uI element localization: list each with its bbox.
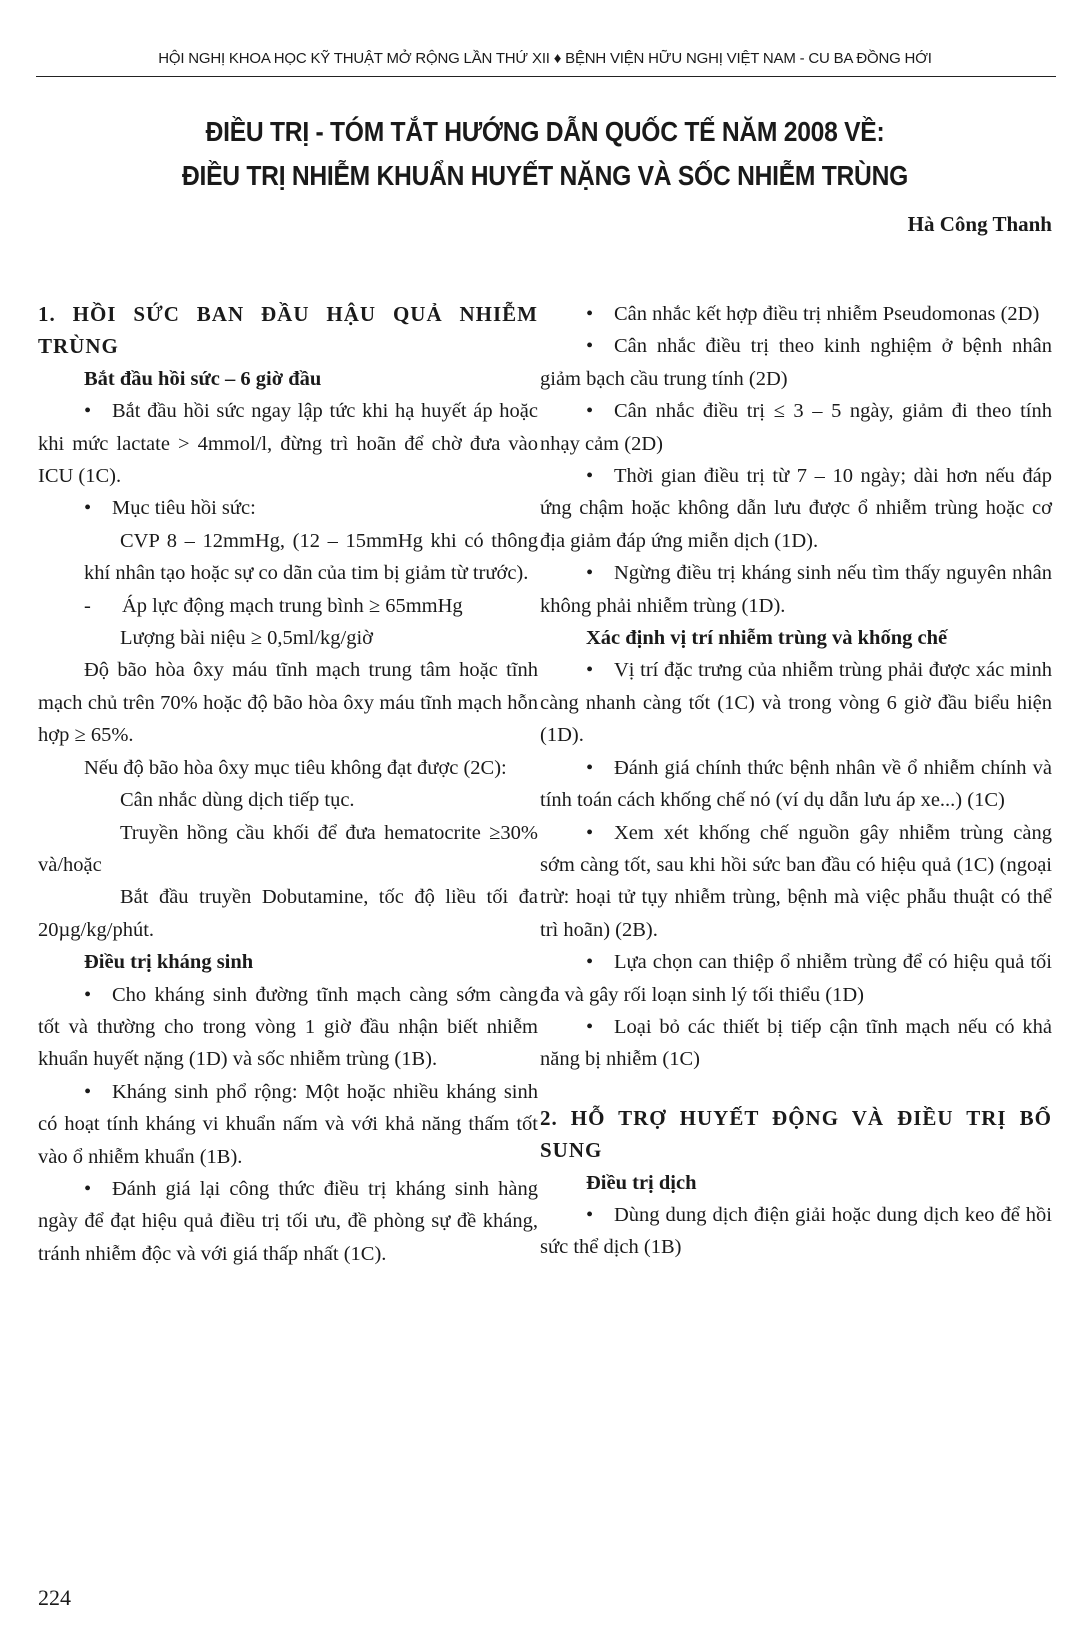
- paragraph: Độ bão hòa ôxy máu tĩnh mạch trung tâm hoặc tĩnh mạch chủ trên 70% hoặc độ bão hòa ôxy máu tĩnh mạch hỗn hợp ≥ 65%.: [38, 659, 538, 747]
- paragraph: Cân nhắc dùng dịch tiếp tục.: [120, 789, 355, 812]
- paragraph: • Đánh giá chính thức bệnh nhân về ổ nhiễm chính và tính toán cách khống chế nó (ví dụ dẫn lưu áp xe...) (1C): [540, 752, 1052, 817]
- page-number: 224: [38, 1585, 71, 1610]
- paragraph: • Bắt đầu hồi sức ngay lập tức khi hạ huyết áp hoặc khi mức lactate > 4mmol/l, đừng trì hoãn để chờ đưa vào ICU (1C).: [38, 395, 538, 492]
- subheading-source-control: Xác định vị trí nhiễm trùng và khống chế: [586, 627, 948, 650]
- article-title: [118, 110, 972, 198]
- paragraph: • Cân nhắc điều trị ≤ 3 – 5 ngày, giảm đi theo tính nhạy cảm (2D): [540, 395, 1052, 460]
- title-line-1: ĐIỀU TRỊ - TÓM TẮT HƯỚNG DẪN QUỐC TẾ NĂM 2008 VỀ:: [205, 116, 885, 147]
- paragraph: Nếu độ bão hòa ôxy mục tiêu không đạt được (2C):: [84, 756, 507, 779]
- paragraph: • Ngừng điều trị kháng sinh nếu tìm thấy nguyên nhân không phải nhiễm trùng (1D).: [540, 557, 1052, 622]
- paragraph: • Xem xét khống chế nguồn gây nhiễm trùng càng sớm càng tốt, sau khi hồi sức ban đầu có hiệu quả (1C) (ngoại trừ: hoại tử tụy nhiễm trùng, bệnh mà việc phẫu thuật có thể trì hoãn) (2B).: [540, 817, 1052, 947]
- paragraph: Truyền hồng cầu khối để đưa hematocrite ≥30% và/hoặc: [38, 821, 538, 876]
- section-gap: [540, 1076, 1052, 1102]
- paragraph: CVP 8 – 12mmHg, (12 – 15mmHg khi có thông khí nhân tạo hoặc sự co dãn của tim bị giảm từ trước).: [84, 529, 538, 585]
- left-column: [38, 298, 538, 1270]
- paragraph: • Cho kháng sinh đường tĩnh mạch càng sớm càng tốt và thường cho trong vòng 1 giờ đầu nhận biết nhiễm khuẩn huyết nặng (1D) và sốc nhiễm trùng (1B).: [38, 979, 538, 1076]
- subheading-initial-resuscitation: Bắt đầu hồi sức – 6 giờ đầu: [84, 367, 322, 390]
- title-line-2: ĐIỀU TRỊ NHIỄM KHUẨN HUYẾT NẶNG VÀ SỐC NHIỄM TRÙNG: [181, 160, 908, 191]
- paragraph: • Loại bỏ các thiết bị tiếp cận tĩnh mạch nếu có khả năng bị nhiễm (1C): [540, 1011, 1052, 1076]
- paragraph: • Cân nhắc kết hợp điều trị nhiễm Pseudomonas (2D): [540, 298, 1052, 330]
- paragraph: Bắt đầu truyền Dobutamine, tốc độ liều tối đa 20µg/kg/phút.: [38, 886, 538, 941]
- running-header: HỘI NGHỊ KHOA HỌC KỸ THUẬT MỞ RỘNG LẦN THỨ XII ♦ BỆNH VIỆN HỮU NGHỊ VIỆT NAM - CU BA ĐỒNG HỚI: [158, 50, 932, 67]
- right-column: [540, 298, 1052, 1264]
- paragraph: Lượng bài niệu ≥ 0,5ml/kg/giờ: [120, 627, 374, 650]
- paragraph: • Mục tiêu hồi sức:: [38, 492, 538, 524]
- paragraph: • Lựa chọn can thiệp ổ nhiễm trùng để có hiệu quả tối đa và gây rối loạn sinh lý tối thiểu (1D): [540, 946, 1052, 1011]
- subheading-fluid-therapy: Điều trị dịch: [586, 1171, 697, 1194]
- paragraph: • Thời gian điều trị từ 7 – 10 ngày; dài hơn nếu đáp ứng chậm hoặc không dẫn lưu được ổ nhiễm trùng hoặc cơ địa giảm đáp ứng miễn dịch (1D).: [540, 460, 1052, 557]
- paragraph: • Vị trí đặc trưng của nhiễm trùng phải được xác minh càng nhanh càng tốt (1C) và trong vòng 6 giờ đầu biểu hiện (1D).: [540, 654, 1052, 751]
- paragraph: • Kháng sinh phổ rộng: Một hoặc nhiều kháng sinh có hoạt tính kháng vi khuẩn nấm và với khả năng thấm tốt vào ổ nhiễm khuẩn (1B).: [38, 1076, 538, 1173]
- author-name: Hà Công Thanh: [907, 212, 1052, 236]
- paragraph: • Đánh giá lại công thức điều trị kháng sinh hàng ngày để đạt hiệu quả điều trị tối ưu, đề phòng sự đề kháng, tránh nhiễm độc và với giá thấp nhất (1C).: [38, 1173, 538, 1270]
- section-heading-2: 2. HỖ TRỢ HUYẾT ĐỘNG VÀ ĐIỀU TRỊ BỔ SUNG: [540, 1105, 1052, 1163]
- paragraph: • Cân nhắc điều trị theo kinh nghiệm ở bệnh nhân giảm bạch cầu trung tính (2D): [540, 330, 1052, 395]
- paragraph: • Dùng dung dịch điện giải hoặc dung dịch keo để hồi sức thể dịch (1B): [540, 1199, 1052, 1264]
- paragraph: - Áp lực động mạch trung bình ≥ 65mmHg: [38, 590, 538, 622]
- header-rule: [36, 76, 1056, 77]
- section-heading-1: 1. HỒI SỨC BAN ĐẦU HẬU QUẢ NHIỄM TRÙNG: [38, 302, 538, 359]
- subheading-antibiotics: Điều trị kháng sinh: [84, 951, 254, 974]
